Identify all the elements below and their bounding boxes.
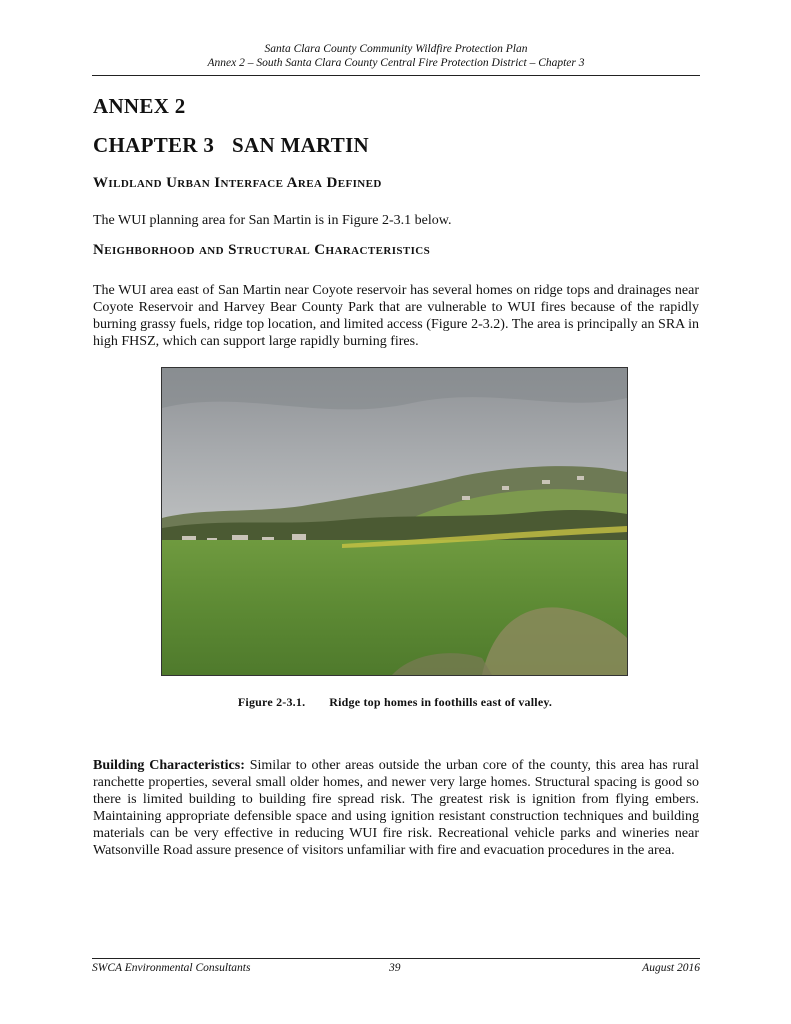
section-heading-wui: Wildland Urban Interface Area Defined <box>93 175 382 191</box>
neighborhood-paragraph: The WUI area east of San Martin near Coyote reservoir has several homes on ridge tops and drainages near Coyote Reservoir and Harvey Bear County Park that are vulnerable to WUI fires because of the rapidly burning grassy fuels, ridge top location, and limited access (Figure 2-3.2). The area is principally an SRA in high FHSZ, which can support large rapidly burning fires. <box>93 283 699 349</box>
running-header <box>92 42 700 70</box>
chapter-number: CHAPTER 3 <box>93 133 215 157</box>
annex-title: ANNEX 2 <box>93 94 186 118</box>
header-plan-title: Santa Clara County Community Wildfire Protection Plan <box>264 43 528 55</box>
chapter-title <box>93 133 369 158</box>
building-text: Similar to other areas outside the urban core of the county, this area has rural ranchette properties, several small older homes, and newer very large homes. Structural spacing is good so there is limited building to building fire spread risk. The greatest risk is ignition from flying embers. Maintaining appropriate defensible space and using ignition resistant construction techniques and building materials can be very effective in reducing WUI fire risk. Recreational vehicle parks and wineries near Watsonville Road assure presence of visitors unfamiliar with fire and evacuation procedures in the area. <box>93 758 699 858</box>
building-lead: Building Characteristics: <box>93 758 245 773</box>
figure-number: Figure 2-3.1. <box>237 695 306 709</box>
header-rule <box>92 75 700 76</box>
figure-caption-text: Ridge top homes in foothills east of valley. <box>329 695 553 709</box>
chapter-name: SAN MARTIN <box>232 133 370 157</box>
figure-caption <box>160 695 630 710</box>
footer-publisher: SWCA Environmental Consultants <box>92 962 251 974</box>
figure-photo <box>161 367 628 676</box>
page-number: 39 <box>389 962 401 974</box>
wui-paragraph: The WUI planning area for San Martin is in Figure 2-3.1 below. <box>93 213 452 228</box>
section-heading-neighborhood: Neighborhood and Structural Characteristics <box>93 242 431 258</box>
footer-rule <box>92 958 700 959</box>
landscape-photo <box>162 368 627 675</box>
header-annex-line: Annex 2 – South Santa Clara County Central Fire Protection District – Chapter 3 <box>207 57 585 69</box>
building-paragraph <box>93 757 699 859</box>
footer-date: August 2016 <box>642 962 700 974</box>
